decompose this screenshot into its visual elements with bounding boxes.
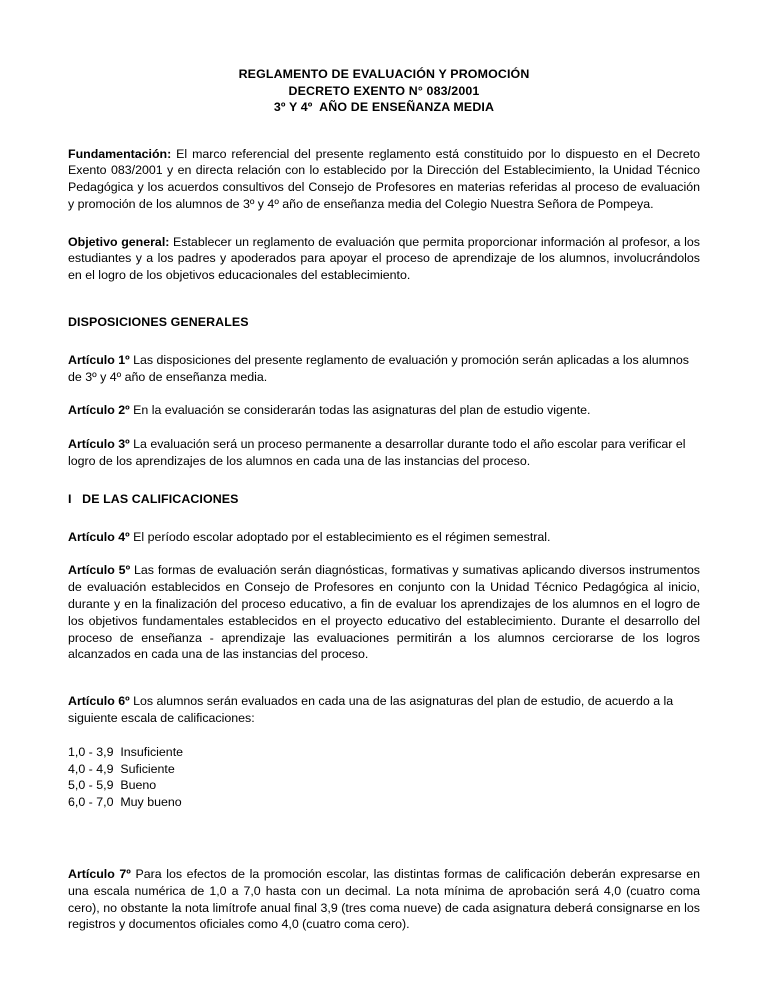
articulo-1-label: Artículo 1º: [68, 352, 130, 367]
articulo-3-label: Artículo 3º: [68, 437, 130, 452]
articulo-7-label: Artículo 7º: [68, 867, 131, 882]
articulo-2-label: Artículo 2º: [68, 403, 130, 418]
spacer: [68, 811, 700, 866]
heading-de-las-calificaciones: I DE LAS CALIFICACIONES: [68, 491, 239, 506]
articulo-4-label: Artículo 4º: [68, 529, 130, 544]
spacer: [68, 284, 700, 314]
fundamentacion-label: Fundamentación:: [68, 146, 172, 161]
spacer: [68, 727, 700, 744]
spacer: [68, 213, 700, 234]
paragraph-objetivo-general: [68, 234, 700, 284]
articulo-1-text: Las disposiciones del presente reglamento de evaluación y promoción serán aplicadas a los alumnos de 3º y 4º año de enseñanza media.: [68, 352, 689, 384]
paragraph-articulo-1: [68, 352, 700, 386]
spacer: [68, 116, 700, 146]
objetivo-general-text: Establecer un reglamento de evaluación que permita proporcionar información al profesor, a los estudiantes y a los padres y apoderados para apoyar el proceso de aprendizaje de los alumnos, involucrándolos en el logro de los objetivos educacionales del establecimiento.: [68, 234, 701, 283]
document-title-line-3: 3º Y 4º AÑO DE ENSEÑANZA MEDIA: [273, 100, 495, 114]
paragraph-articulo-6: [68, 693, 700, 727]
spacer: [68, 419, 700, 436]
spacer: [68, 545, 700, 562]
heading-disposiciones-generales: DISPOSICIONES GENERALES: [68, 315, 249, 330]
articulo-5-text: Las formas de evaluación serán diagnósticas, formativas y sumativas aplicando diversos instrumentos de evaluación establecidos en Consejo de Profesores en conjunto con la Unidad Técnico Pedagógica al inicio, durante y en la finalización del proceso educativo, a fin de evaluar los aprendizajes de los alumnos en el logro de los objetivos fundamentales establecidos en el proyecto educativo del establecimiento. Durante el desarrollo del proceso de enseñanza - aprendizaje las evaluaciones permitirán a los alumnos cerciorarse de los logros alcanzados en cada una de las instancias del proceso.: [68, 563, 700, 662]
articulo-6-label: Artículo 6º: [68, 694, 130, 709]
list-item: 6,0 - 7,0 Muy bueno: [68, 795, 182, 810]
paragraph-articulo-4: [68, 529, 700, 546]
list-item: 4,0 - 4,9 Suficiente: [68, 761, 175, 776]
articulo-3-text: La evaluación será un proceso permanente a desarrollar durante todo el año escolar para verificar el logro de los aprendizajes de los alumnos en cada una de las instancias del proceso.: [68, 437, 686, 469]
spacer: [68, 663, 700, 693]
spacer: [68, 331, 700, 352]
document-title-line-1: REGLAMENTO DE EVALUACIÓN Y PROMOCIÓN: [238, 67, 530, 81]
document-title: [68, 66, 700, 116]
articulo-6-text: Los alumnos serán evaluados en cada una de las asignaturas del plan de estudio, de acuerdo a la siguiente escala de calificaciones:: [68, 694, 674, 726]
articulo-4-text: El período escolar adoptado por el establecimiento es el régimen semestral.: [129, 529, 551, 544]
articulo-7-text: Para los efectos de la promoción escolar, las distintas formas de calificación deberán expresarse en una escala numérica de 1,0 a 7,0 hasta con un decimal. La nota mínima de aprobación será 4,0 (cuatro coma cero), no obstante la nota limítrofe anual final 3,9 (tres coma nueve) de cada asignatura deberá consignarse en los registros y documentos oficiales como 4,0 (cuatro coma cero).: [68, 867, 700, 932]
paragraph-articulo-5: [68, 562, 700, 663]
objetivo-general-label: Objetivo general:: [68, 234, 170, 249]
spacer: [68, 508, 700, 529]
articulo-2-text: En la evaluación se considerarán todas las asignaturas del plan de estudio vigente.: [129, 403, 591, 418]
paragraph-fundamentacion: [68, 146, 700, 213]
grading-scale-list: [68, 744, 700, 811]
paragraph-articulo-3: [68, 436, 700, 470]
articulo-5-label: Artículo 5º: [68, 563, 131, 578]
spacer: [68, 470, 700, 491]
paragraph-articulo-7: [68, 866, 700, 933]
document-title-line-2: DECRETO EXENTO N° 083/2001: [288, 83, 480, 98]
list-item: 5,0 - 5,9 Bueno: [68, 778, 157, 793]
list-item: 1,0 - 3,9 Insuficiente: [68, 744, 184, 759]
spacer: [68, 385, 700, 402]
fundamentacion-text: El marco referencial del presente reglamento está constituido por lo dispuesto en el Decreto Exento 083/2001 y en directa relación con lo establecido por la Dirección del Establecimiento, la Unidad Técnico Pedagógica y los acuerdos consultivos del Consejo de Profesores en materias referidas al proceso de evaluación y promoción de los alumnos de 3º y 4º año de enseñanza media del Colegio Nuestra Señora de Pompeya.: [68, 146, 700, 211]
paragraph-articulo-2: [68, 402, 700, 419]
